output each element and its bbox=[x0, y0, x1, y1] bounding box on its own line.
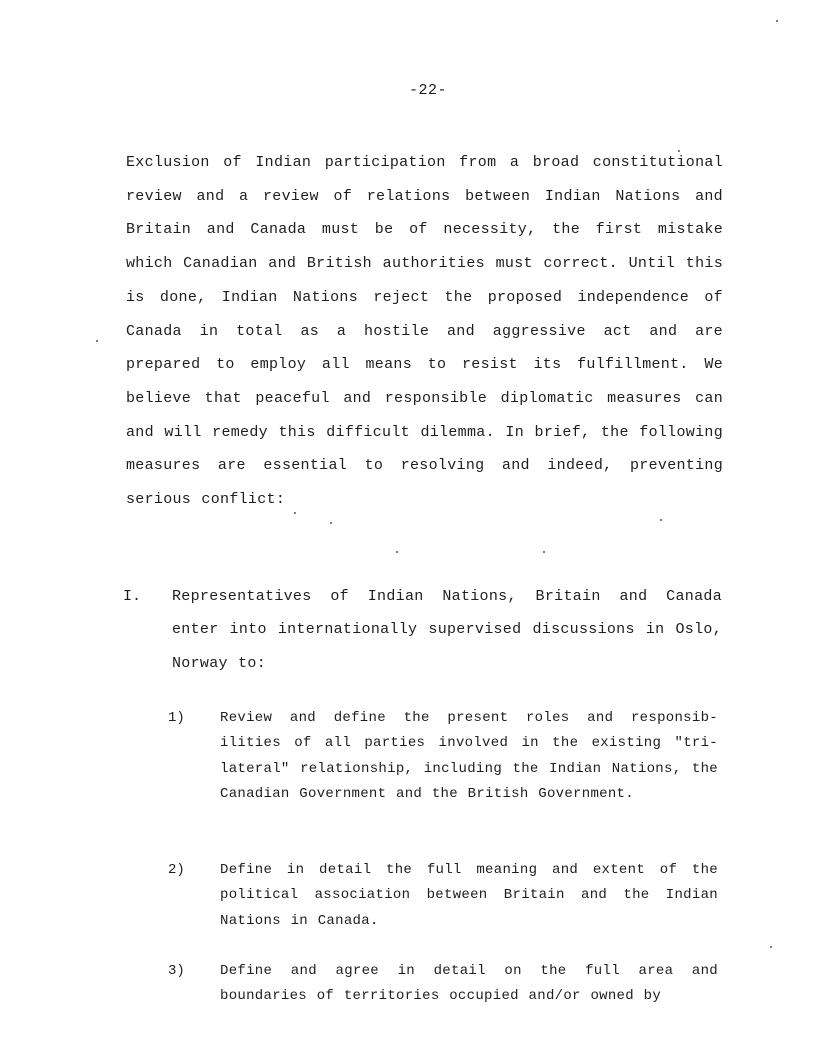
scan-speck bbox=[543, 551, 545, 553]
scan-speck bbox=[770, 946, 772, 948]
page-number: -22- bbox=[408, 82, 447, 99]
scan-speck bbox=[776, 20, 778, 22]
list-item-1-marker: 1) bbox=[168, 710, 185, 726]
list-item-2-text: Define in detail the full meaning and extent of the political association between Britain and the Indian Nations in Canada. bbox=[220, 862, 718, 929]
list-item-1-text: Review and define the present roles and responsib- ilities of all parties involved in the existing "tri-lateral" relationship, including the Indian Nations, the Canadian Government and the British Government. bbox=[220, 710, 718, 802]
scan-speck bbox=[330, 522, 332, 524]
scan-speck bbox=[294, 512, 296, 514]
scan-speck bbox=[96, 340, 98, 342]
intro-paragraph: Exclusion of Indian participation from a broad constitutional review and a review of relations between Indian Nations and Britain and Canada must be of necessity, the first mistake which Canadian and British authorities must correct. Until this is done, Indian Nations reject the proposed independence of Canada in total as a hostile and aggressive act and are prepared to employ all means to resist its fulfillment. We believe that peaceful and responsible diplomatic measures can and will remedy this difficult dilemma. In brief, the following measures are essential to resolving and indeed, preventing serious conflict: bbox=[126, 154, 723, 509]
section-i-text: Representatives of Indian Nations, Britain and Canada enter into internationally supervised discussions in Oslo, Norway to: bbox=[172, 588, 722, 672]
section-i-marker: I. bbox=[123, 588, 142, 605]
scan-speck bbox=[660, 519, 662, 521]
scan-speck bbox=[396, 551, 398, 553]
scan-speck bbox=[678, 150, 680, 152]
list-item-2-marker: 2) bbox=[168, 862, 185, 878]
list-item-3-text: Define and agree in detail on the full area and boundaries of territories occupied and/or owned by bbox=[220, 963, 718, 1005]
list-item-3-marker: 3) bbox=[168, 963, 185, 979]
